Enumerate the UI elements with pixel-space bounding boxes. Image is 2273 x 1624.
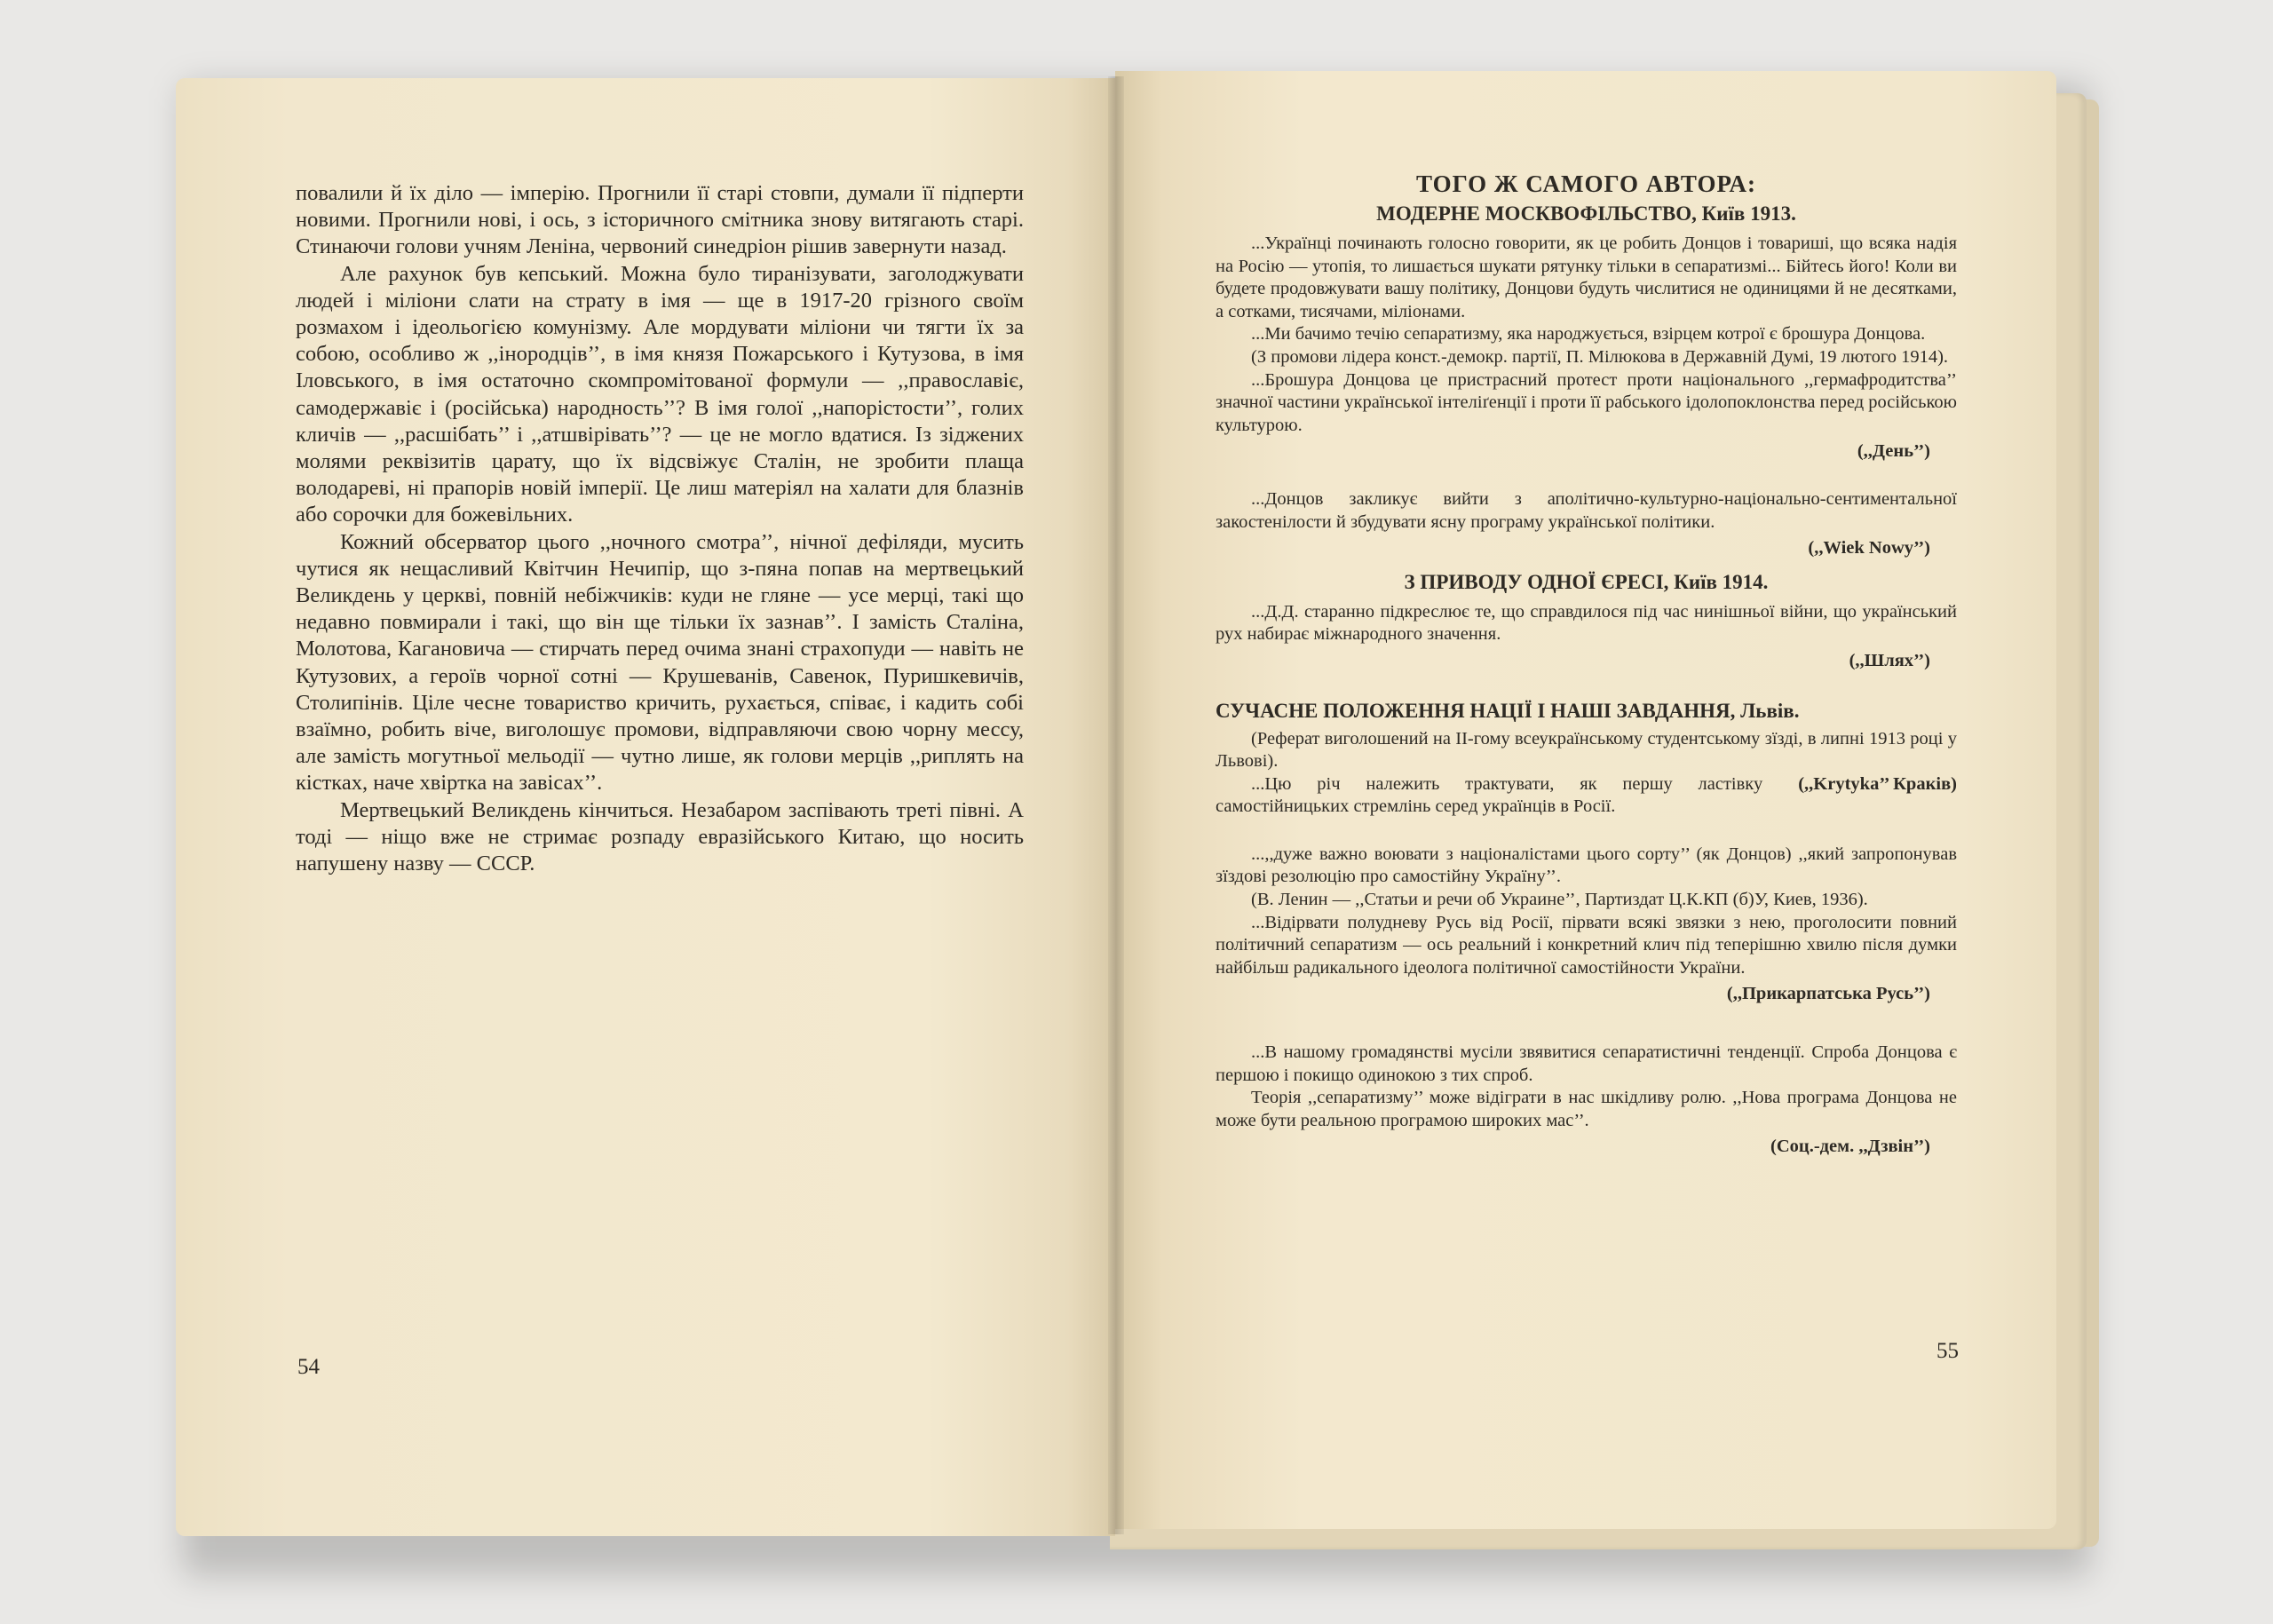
left-page: [176, 78, 1115, 1536]
quote: ...Д.Д. старанно підкреслює те, що справдилося під час нинішньої війни, що український рух набирає міжнародного значення.: [1216, 601, 1957, 645]
section-title: З ПРИВОДУ ОДНОЇ ЄРЕСІ, Київ 1914.: [1404, 570, 1769, 593]
quote: ...Ми бачимо течію сепаратизму, яка народжується, взірцем котрої є брошура Донцова.: [1251, 324, 1926, 345]
quote-source: (Соц.-дем. ,,Дзвін’’): [1770, 1137, 1930, 1157]
quote: ...В нашому громадянстві мусіли звявитися сепаратистичні тенденції. Спроба Донцова є першою і покищо одинокою з тих спроб.: [1216, 1042, 1957, 1085]
section-title: МОДЕРНЕ МОСКВОФІЛЬСТВО, Київ 1913.: [1376, 202, 1796, 225]
quote-source: (,,Krytyka’’ Краків): [1798, 773, 1957, 794]
quote: ...Донцов закликує вийти з аполітично-культурно-національно-сентиментальної закостенілости й збудувати ясну програму української політики.: [1216, 488, 1957, 532]
quote-source: (,,День’’): [1857, 441, 1930, 462]
page-heading: ТОГО Ж САМОГО АВТОРА:: [1415, 170, 1757, 197]
quote-source: (,,Шлях’’): [1849, 650, 1930, 670]
paragraph: Мертвецький Великдень кінчиться. Незабаром заспівають треті півні. А тоді — ніщо вже не стримає розпаду евразійського Китаю, що носить напушену назву — СССР.: [296, 797, 1024, 876]
book-gutter: [1108, 76, 1124, 1534]
paragraph: повалили й їх діло — імперію. Прогнили її старі стовпи, думали її підперти новими. Прогнили нові, і ось, з історичного смітника знову витягають старі. Стинаючи голови учням Леніна, червоний синедріон рішив завернути назад.: [296, 181, 1024, 259]
paragraph: Але рахунок був кепський. Можна було тиранізувати, заголоджувати людей і міліони слати на страту в імя — ще в 1917-20 грізного своїм розмахом і ідеольогією комунізму. Але мордувати міліони чи тягти їх за собою, особливо ж ,,інородців’’, в імя князя Пожарського і Кутузова, в імя Іловського, в імя остаточно скомпромітованої формули — ,,православіє, самодержавіє і (російська) народность’’? В імя голої ,,напорістости’’, голих кличів — ,,расшібать’’ і ,,атшвірівать’’? — це не могло вдатися. Із зіджених молями реквізитів царату, що їх відсвіжує Сталін, не зробити плаща володареві, ні прапорів новій імперії. Це лиш матеріял на халати для блазнів або сорочки для божевільних.: [296, 261, 1024, 527]
section-title: СУЧАСНЕ ПОЛОЖЕННЯ НАЦІЇ І НАШІ ЗАВДАННЯ, Львів.: [1216, 699, 1800, 722]
quote: ...Цю річ належить трактувати, як першу ластівку самостійницьких стремлінь серед українців в Росії.: [1216, 773, 1763, 817]
quote: Теорія ,,сепаратизму’’ може відіграти в нас шкідливу ролю. ,,Нова програма Донцова не може бути реальною програмою широких мас’’.: [1216, 1088, 1957, 1130]
right-page-text: [1216, 169, 1957, 1159]
quote: ...Відірвати полудневу Русь від Росії, пірвати всякі звязки з нею, проголосити повний політичний сепаратизм — ось реальний і конкретний клич під теперішню хвилю після думки найбільш радикального ідеолога політичної самостійности України.: [1216, 912, 1957, 978]
quote: (Реферат виголошений на II-гому всеукраїнському студентському зїзді, в липні 1913 році у Львові).: [1216, 728, 1957, 772]
quote: ...Українці починають голосно говорити, як це робить Донцов і товариші, що всяка надія на Росію — утопія, то лишається шукати рятунку тільки в сепаратизмі... Бійтесь його! Коли ви будете продовжувати вашу політику, Донцови будуть числитися не одиницями й не десятками, а сотками, тисячами, міліонами.: [1216, 234, 1957, 321]
quote: (В. Ленин — ,,Статьи и речи об Украине’’, Партиздат Ц.К.КП (б)У, Киев, 1936).: [1251, 890, 1868, 910]
page-number: 54: [297, 1355, 320, 1379]
quote-source: (,,Прикарпатська Русь’’): [1726, 984, 1930, 1004]
quote-row: [1216, 773, 1957, 819]
left-page-text: [296, 180, 1024, 877]
quote: (З промови лідера конст.-демокр. партії, П. Мілюкова в Державній Думі, 19 лютого 1914).: [1251, 346, 1949, 367]
right-page: [1115, 71, 2056, 1529]
quote: ...Брошура Донцова це пристрасний протест проти національного ,,гермафродитства’’ значної частини української інтеліґенції і проти її рабського ідолопоклонства перед російською культурою.: [1216, 369, 1957, 435]
quote-source: (,,Wiek Nowy’’): [1808, 538, 1930, 558]
paragraph: Кожний обсерватор цього ,,ночного смотра’’, нічної дефіляди, мусить чутися як нещасливий Квітчин Нечипір, що з-пяна попав на мертвецький Великдень у церкві, повній небіжчиків: куди не гляне — усе мерці, такі що недавно повмирали і такі, що він ще тільки їх зазнав’’. І замість Сталіна, Молотова, Кагановича — стирчать перед очима знані страхопуди — навіть не Кутузових, а героїв чорної сотні — Крушеванів, Савенок, Пуришкевичів, Столипінів. Ціле чесне товариство кричить, рухається, співає, і кадить собі взаїмно, робить віче, виголошує промови, відправляючи свою чорну мессу, але замість могутньої мельодії — чутно лише, як голови мерців ,,риплять на кістках, наче хвіртка на завісах’’.: [296, 529, 1024, 796]
quote: ...,,дуже важно воювати з націоналістами цього сорту’’ (як Донцов) ,,який запропонував зїздові резолюцію про самостійну Україну’’.: [1216, 844, 1957, 887]
page-number: 55: [1936, 1339, 1959, 1363]
